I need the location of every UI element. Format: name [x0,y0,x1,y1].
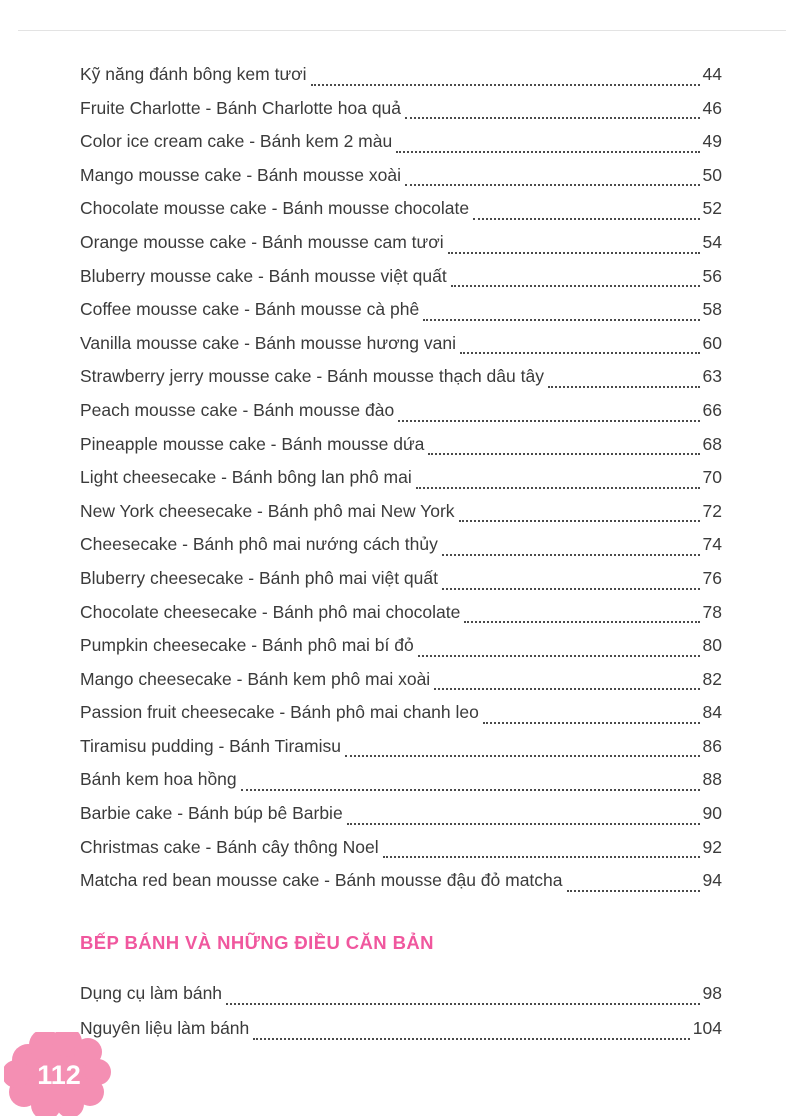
toc-entry-title: Pumpkin cheesecake - Bánh phô mai bí đỏ [80,635,414,656]
toc-entry [80,360,722,394]
toc-entry-title: Kỹ năng đánh bông kem tươi [80,64,307,84]
toc-entry-title: Chocolate cheesecake - Bánh phô mai chocolate [80,601,461,622]
toc-entry-title: Light cheesecake - Bánh bông lan phô mai [80,467,412,488]
toc-entry-title: Peach mousse cake - Bánh mousse đào [80,399,395,420]
dot-leader [396,151,699,153]
toc-entry-page: 92 [702,836,722,857]
dot-leader [383,856,700,858]
toc-entry [80,562,722,596]
dot-leader [473,218,699,220]
toc-entry [80,864,722,898]
toc-entry-title: Cheesecake - Bánh phô mai nướng cách thủy [80,534,438,555]
toc-entry [80,58,722,92]
toc-entry-page: 80 [702,635,722,656]
toc-entry-page: 54 [702,231,722,252]
toc-entry-page: 82 [702,668,722,689]
toc-entry-page: 78 [702,601,722,622]
toc-entry-page: 104 [692,1017,722,1038]
toc-entry-title: Nguyên liệu làm bánh [80,1017,250,1038]
toc-entry-page: 90 [702,803,722,824]
toc-entry-title: Mango mousse cake - Bánh mousse xoài [80,164,401,185]
toc-entry [80,495,722,529]
dot-leader [434,688,699,690]
toc-entry [80,226,722,260]
dot-leader [398,420,699,422]
toc-entry-title: Barbie cake - Bánh búp bê Barbie [80,803,343,824]
toc-entry-page: 63 [702,366,722,387]
dot-leader [442,588,700,590]
toc-entry [80,763,722,797]
toc-section-list [80,976,722,1046]
toc-entry-page: 49 [702,131,722,152]
toc-entry-title: Pineapple mousse cake - Bánh mousse dứa [80,433,425,454]
toc-entry-title: Orange mousse cake - Bánh mousse cam tươi [80,231,444,252]
dot-leader [405,184,700,186]
dot-leader [448,252,700,254]
toc-entry [80,596,722,630]
toc-entry [80,976,722,1011]
toc-entry-page: 84 [702,702,722,723]
dot-leader [405,117,700,119]
toc-entry-title: Color ice cream cake - Bánh kem 2 màu [80,131,393,152]
dot-leader [460,352,700,354]
toc-entry-page: 52 [702,198,722,219]
dot-leader [416,487,700,489]
dot-leader [442,554,700,556]
toc-entry [80,92,722,126]
toc-entry-page: 68 [702,433,722,454]
toc-entry [80,663,722,697]
toc-entry [80,125,722,159]
toc-entry [80,293,722,327]
dot-leader [241,789,700,791]
toc-entry-title: Bánh kem hoa hồng [80,769,237,790]
toc-entry-title: Matcha red bean mousse cake - Bánh mousse đậu đỏ matcha [80,870,563,891]
toc-entry-page: 50 [702,164,722,185]
dot-leader [347,823,700,825]
toc-entry-page: 86 [702,735,722,756]
dot-leader [423,319,699,321]
toc-entry-title: Coffee mousse cake - Bánh mousse cà phê [80,299,420,320]
dot-leader [311,84,700,86]
toc-entry-title: Fruite Charlotte - Bánh Charlotte hoa quả [80,97,402,118]
toc-entry-title: Christmas cake - Bánh cây thông Noel [80,836,379,857]
dot-leader [548,386,700,388]
dot-leader [464,621,699,623]
section-heading: BẾP BÁNH VÀ NHỮNG ĐIỀU CĂN BẢN [80,931,434,953]
toc-entry [80,461,722,495]
toc-entry-title: New York cheesecake - Bánh phô mai New York [80,500,455,521]
toc-entry-page: 46 [702,97,722,118]
toc-entry [80,327,722,361]
dot-leader [451,285,700,287]
toc-entry [80,428,722,462]
toc-entry [80,159,722,193]
toc-entry-title: Mango cheesecake - Bánh kem phô mai xoài [80,668,431,689]
toc-entry-title: Passion fruit cheesecake - Bánh phô mai chanh leo [80,702,479,723]
toc-entry [80,629,722,663]
page-top-rule [18,30,786,31]
toc-entry [80,192,722,226]
page-number-badge [4,1032,114,1116]
toc-entry-title: Dụng cụ làm bánh [80,982,223,1003]
toc-entry-page: 94 [702,870,722,891]
dot-leader [459,520,700,522]
toc-entry-page: 66 [702,399,722,420]
toc-entry-title: Chocolate mousse cake - Bánh mousse chocolate [80,198,470,219]
toc-entry-page: 44 [702,64,722,84]
toc-entry [80,528,722,562]
page-number-text: 112 [37,1060,81,1090]
toc-entry-page: 98 [702,982,722,1003]
dot-leader [418,655,700,657]
toc-entry-page: 60 [702,332,722,353]
dot-leader [345,755,700,757]
toc-entry-page: 74 [702,534,722,555]
toc-entry [80,394,722,428]
toc-entry-page: 88 [702,769,722,790]
toc-entry [80,730,722,764]
toc-entry-title: Bluberry cheesecake - Bánh phô mai việt quất [80,567,438,588]
toc-entry-title: Strawberry jerry mousse cake - Bánh mousse thạch dâu tây [80,366,544,387]
toc-entry-page: 56 [702,265,722,286]
toc-entry-title: Tiramisu pudding - Bánh Tiramisu [80,735,341,756]
toc-entry-page: 70 [702,467,722,488]
toc-entry [80,831,722,865]
toc-entry-title: Bluberry mousse cake - Bánh mousse việt quất [80,265,447,286]
dot-leader [483,722,700,724]
toc-entry-title: Vanilla mousse cake - Bánh mousse hương vani [80,332,456,353]
toc-entry-page: 72 [702,500,722,521]
toc-entry [80,696,722,730]
toc-page-content [80,58,722,1046]
toc-entry [80,797,722,831]
dot-leader [428,453,699,455]
dot-leader [253,1038,690,1040]
dot-leader [226,1003,699,1005]
toc-entry [80,1011,722,1046]
dot-leader [567,890,700,892]
toc-entry-page: 58 [702,299,722,320]
toc-entry [80,260,722,294]
toc-entry-page: 76 [702,567,722,588]
toc-list [80,58,722,898]
